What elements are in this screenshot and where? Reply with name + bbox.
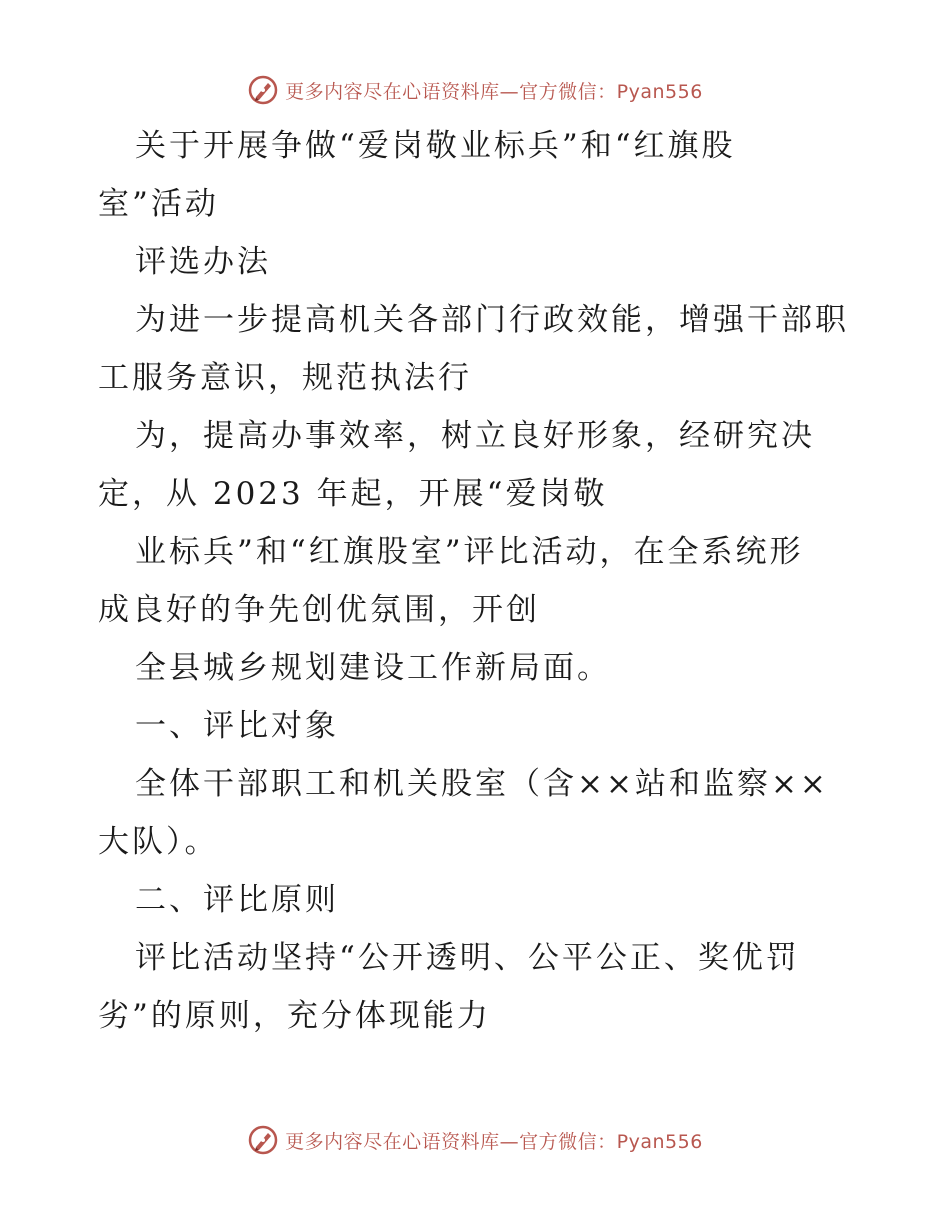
text-line: 评比活动坚持“公开透明、公平公正、奖优罚 — [135, 940, 800, 976]
pen-logo-icon — [247, 1124, 279, 1156]
watermark-text: 更多内容尽在心语资料库—官方微信：Pyan556 — [285, 80, 703, 103]
text-line: 业标兵”和“红旗股室”评比活动，在全系统形 — [135, 534, 804, 570]
text-line: 一、评比对象 — [135, 708, 339, 744]
watermark-text: 更多内容尽在心语资料库—官方微信：Pyan556 — [285, 1130, 703, 1153]
text-line: 大队）。 — [98, 824, 219, 860]
text-line: 定，从 2023 年起，开展“爱岗敬 — [98, 476, 608, 512]
footer-watermark — [0, 1120, 950, 1160]
text-line: 劣”的原则，充分体现能力 — [98, 998, 491, 1034]
text-line: 成良好的争先创优氛围，开创 — [98, 592, 540, 628]
document-body — [98, 117, 858, 1045]
text-line: 工服务意识，规范执法行 — [98, 360, 472, 396]
text-line: 关于开展争做“爱岗敬业标兵”和“红旗股 — [135, 128, 736, 164]
text-line: 全体干部职工和机关股室（含××站和监察×× — [135, 766, 829, 802]
pen-logo-icon — [247, 74, 279, 106]
header-watermark — [0, 70, 950, 110]
text-line: 室”活动 — [98, 186, 219, 222]
text-line: 评选办法 — [135, 244, 271, 280]
text-line: 全县城乡规划建设工作新局面。 — [135, 650, 611, 686]
text-line: 二、评比原则 — [135, 882, 339, 918]
text-line: 为，提高办事效率，树立良好形象，经研究决 — [135, 418, 815, 454]
text-line: 为进一步提高机关各部门行政效能，增强干部职 — [135, 302, 849, 338]
